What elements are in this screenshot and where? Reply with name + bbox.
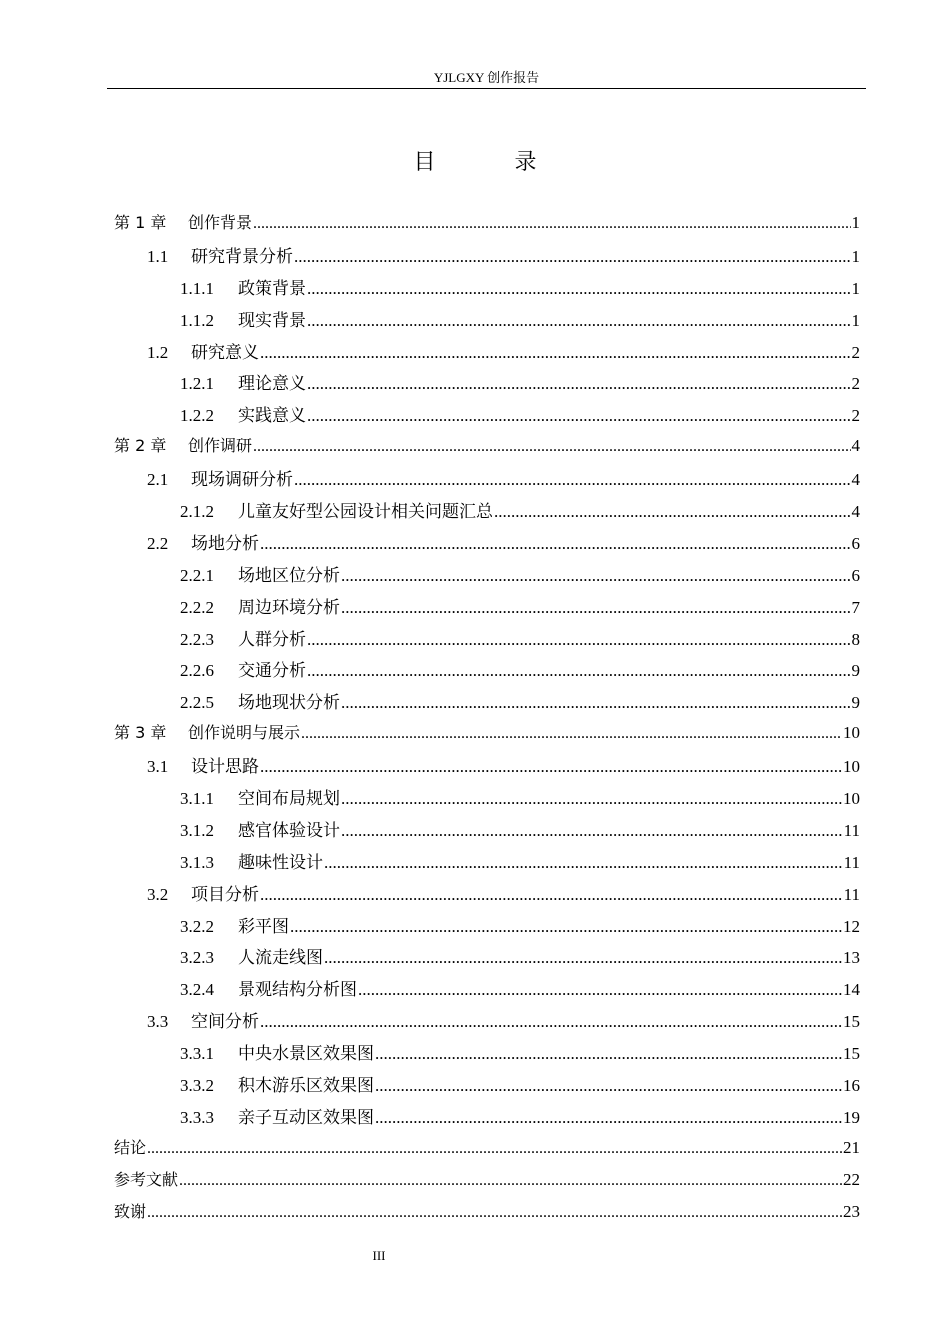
toc-entry-page-number: 11 bbox=[843, 820, 860, 840]
toc-entry-number: 2.1.2 bbox=[180, 502, 214, 522]
toc-title: 目 录 bbox=[413, 150, 573, 175]
toc-entry-label: 空间分析 bbox=[191, 1012, 259, 1032]
toc-dot-leader bbox=[307, 661, 851, 681]
toc-entry-page-number: 15 bbox=[843, 1044, 860, 1064]
toc-dot-leader bbox=[290, 917, 842, 937]
toc-dot-leader bbox=[253, 438, 850, 456]
toc-entry-label: 项目分析 bbox=[191, 884, 259, 904]
toc-entry-page-number: 21 bbox=[843, 1137, 860, 1157]
toc-entry-label: 亲子互动区效果图 bbox=[238, 1107, 374, 1127]
toc-entry-label: 场地区位分析 bbox=[238, 565, 340, 585]
toc-entry-page-number: 8 bbox=[851, 629, 860, 649]
toc-entry-page-number: 23 bbox=[843, 1201, 860, 1221]
toc-entry-label: 周边环境分析 bbox=[238, 597, 340, 617]
toc-entry[interactable] bbox=[114, 1167, 860, 1199]
toc-entry[interactable] bbox=[114, 561, 860, 593]
toc-entry-label: 交通分析 bbox=[238, 661, 306, 681]
toc-entry-page-number: 15 bbox=[843, 1012, 860, 1032]
toc-entry[interactable] bbox=[114, 1135, 860, 1167]
toc-dot-leader bbox=[307, 406, 851, 426]
toc-entry-number: 3.2.2 bbox=[180, 916, 214, 936]
toc-entry[interactable] bbox=[114, 306, 860, 338]
running-header bbox=[107, 70, 866, 89]
toc-dot-leader bbox=[260, 534, 851, 554]
toc-entry-page-number: 19 bbox=[843, 1107, 860, 1127]
toc-entry-number: 2.2.6 bbox=[180, 661, 214, 681]
toc-entry-page-number: 4 bbox=[851, 502, 860, 522]
toc-entry-number: 3.1 bbox=[147, 757, 169, 777]
toc-entry[interactable] bbox=[114, 1071, 860, 1103]
toc-dot-leader bbox=[260, 343, 851, 363]
toc-entry[interactable] bbox=[114, 338, 860, 370]
toc-dot-leader bbox=[307, 279, 851, 299]
toc-entry-number: 1.2.1 bbox=[180, 374, 214, 394]
toc-entry-page-number: 6 bbox=[851, 533, 860, 553]
toc-entry-page-number: 9 bbox=[851, 661, 860, 681]
toc-entry[interactable] bbox=[114, 593, 860, 625]
toc-entry[interactable] bbox=[114, 816, 860, 848]
toc-entry[interactable] bbox=[114, 752, 860, 784]
toc-entry-label: 空间布局规划 bbox=[238, 789, 340, 809]
toc-dot-leader bbox=[260, 1012, 842, 1032]
toc-entry-page-number: 13 bbox=[843, 948, 860, 968]
toc-dot-leader bbox=[260, 885, 843, 905]
toc-dot-leader bbox=[341, 566, 851, 586]
toc-entry-number: 3.3.2 bbox=[180, 1076, 214, 1096]
toc-entry[interactable] bbox=[114, 1039, 860, 1071]
toc-entry[interactable] bbox=[114, 274, 860, 306]
toc-entry-label: 现场调研分析 bbox=[191, 470, 293, 490]
toc-entry-label: 人群分析 bbox=[238, 629, 306, 649]
toc-entry-label: 感官体验设计 bbox=[238, 820, 340, 840]
toc-entry[interactable] bbox=[114, 688, 860, 720]
toc-entry-number: 3.2.4 bbox=[180, 980, 214, 1000]
toc-dot-leader bbox=[324, 948, 842, 968]
toc-entry-label: 人流走线图 bbox=[238, 948, 323, 968]
toc-entry[interactable] bbox=[114, 497, 860, 529]
toc-dot-leader bbox=[358, 980, 842, 1000]
toc-entry[interactable] bbox=[114, 975, 860, 1007]
toc-entry-label: 创作说明与展示 bbox=[188, 723, 301, 743]
toc-entry[interactable] bbox=[114, 656, 860, 688]
toc-entry[interactable] bbox=[114, 720, 860, 752]
toc-entry[interactable] bbox=[114, 433, 860, 465]
table-of-contents bbox=[114, 210, 860, 1231]
toc-entry-number: 3.3 bbox=[147, 1012, 169, 1032]
toc-entry-label: 创作调研 bbox=[188, 436, 253, 456]
toc-entry-page-number: 2 bbox=[851, 342, 860, 362]
toc-entry[interactable] bbox=[114, 1103, 860, 1135]
toc-entry-label: 儿童友好型公园设计相关问题汇总 bbox=[238, 502, 493, 522]
toc-entry-number: 第 1 章 bbox=[114, 213, 167, 232]
toc-entry-label: 结论 bbox=[114, 1137, 147, 1157]
toc-entry-number: 3.1.2 bbox=[180, 820, 214, 840]
toc-dot-leader bbox=[324, 853, 843, 873]
toc-entry-number: 2.1 bbox=[147, 470, 169, 490]
toc-entry[interactable] bbox=[114, 784, 860, 816]
toc-entry[interactable] bbox=[114, 369, 860, 401]
toc-entry-number: 2.2.3 bbox=[180, 629, 214, 649]
toc-dot-leader bbox=[494, 502, 851, 522]
toc-entry-page-number: 16 bbox=[843, 1076, 860, 1096]
toc-entry-number: 3.2 bbox=[147, 884, 169, 904]
toc-entry-label: 参考文献 bbox=[114, 1169, 179, 1189]
toc-entry-number: 1.1.2 bbox=[180, 310, 214, 330]
toc-entry-label: 设计思路 bbox=[191, 757, 259, 777]
toc-entry-page-number: 14 bbox=[843, 980, 860, 1000]
toc-entry-page-number: 9 bbox=[851, 693, 860, 713]
toc-entry-number: 第 3 章 bbox=[114, 723, 167, 743]
toc-entry-number: 2.2.2 bbox=[180, 597, 214, 617]
toc-dot-leader bbox=[179, 1172, 842, 1190]
toc-entry-label: 致谢 bbox=[114, 1201, 147, 1221]
toc-entry-page-number: 22 bbox=[843, 1169, 860, 1189]
toc-entry-number: 1.1 bbox=[147, 246, 169, 266]
toc-entry-page-number: 6 bbox=[851, 565, 860, 585]
toc-entry[interactable] bbox=[114, 465, 860, 497]
toc-dot-leader bbox=[375, 1108, 842, 1128]
page-footer bbox=[0, 1248, 758, 1264]
page-number: III bbox=[372, 1248, 386, 1263]
toc-dot-leader bbox=[375, 1076, 842, 1096]
toc-dot-leader bbox=[147, 1140, 842, 1158]
toc-entry-number: 2.2 bbox=[147, 533, 169, 553]
toc-entry-page-number: 1 bbox=[851, 278, 860, 298]
toc-entry-label: 中央水景区效果图 bbox=[238, 1044, 374, 1064]
toc-entry-number: 3.3.3 bbox=[180, 1107, 214, 1127]
toc-entry-number: 3.2.3 bbox=[180, 948, 214, 968]
toc-entry-label: 景观结构分析图 bbox=[238, 980, 357, 1000]
toc-entry[interactable] bbox=[114, 210, 860, 242]
toc-dot-leader bbox=[147, 1204, 842, 1222]
toc-entry-label: 创作背景 bbox=[188, 213, 253, 232]
toc-dot-leader bbox=[341, 821, 843, 841]
toc-entry-label: 彩平图 bbox=[238, 916, 289, 936]
toc-entry-number: 1.2 bbox=[147, 342, 169, 362]
toc-entry[interactable] bbox=[114, 401, 860, 433]
toc-dot-leader bbox=[301, 725, 842, 743]
toc-entry-label: 研究意义 bbox=[191, 342, 259, 362]
toc-entry-page-number: 1 bbox=[851, 310, 860, 330]
toc-dot-leader bbox=[341, 789, 842, 809]
toc-entry-label: 趣味性设计 bbox=[238, 852, 323, 872]
toc-dot-leader bbox=[307, 311, 851, 331]
toc-entry[interactable] bbox=[114, 529, 860, 561]
toc-entry-label: 场地现状分析 bbox=[238, 693, 340, 713]
toc-entry-number: 1.1.1 bbox=[180, 278, 214, 298]
toc-dot-leader bbox=[294, 470, 851, 490]
toc-entry-page-number: 11 bbox=[843, 852, 860, 872]
toc-entry-number: 3.1.1 bbox=[180, 789, 214, 809]
toc-entry[interactable] bbox=[114, 625, 860, 657]
toc-dot-leader bbox=[294, 247, 851, 267]
toc-entry[interactable] bbox=[114, 1199, 860, 1231]
toc-entry-page-number: 4 bbox=[851, 436, 860, 456]
toc-dot-leader bbox=[307, 374, 851, 394]
toc-entry-label: 政策背景 bbox=[238, 278, 306, 298]
toc-entry-page-number: 10 bbox=[843, 757, 860, 777]
toc-entry[interactable] bbox=[114, 1007, 860, 1039]
toc-entry-page-number: 2 bbox=[851, 406, 860, 426]
toc-entry-label: 理论意义 bbox=[238, 374, 306, 394]
toc-entry-number: 2.2.5 bbox=[180, 693, 214, 713]
toc-entry[interactable] bbox=[114, 880, 860, 912]
toc-entry-page-number: 10 bbox=[843, 789, 860, 809]
toc-entry-page-number: 1 bbox=[851, 213, 860, 232]
toc-dot-leader bbox=[260, 757, 842, 777]
toc-entry-label: 研究背景分析 bbox=[191, 246, 293, 266]
toc-entry-number: 3.3.1 bbox=[180, 1044, 214, 1064]
toc-dot-leader bbox=[253, 215, 850, 233]
toc-entry-label: 实践意义 bbox=[238, 406, 306, 426]
toc-entry-page-number: 7 bbox=[851, 597, 860, 617]
toc-dot-leader bbox=[375, 1044, 842, 1064]
toc-entry[interactable] bbox=[114, 242, 860, 274]
toc-entry-page-number: 11 bbox=[843, 884, 860, 904]
toc-dot-leader bbox=[341, 693, 851, 713]
toc-entry-label: 积木游乐区效果图 bbox=[238, 1076, 374, 1096]
toc-entry-number: 3.1.3 bbox=[180, 852, 214, 872]
toc-entry-number: 第 2 章 bbox=[114, 436, 167, 456]
toc-entry-page-number: 10 bbox=[843, 723, 860, 743]
toc-entry-label: 场地分析 bbox=[191, 533, 259, 553]
toc-entry-number: 1.2.2 bbox=[180, 406, 214, 426]
toc-entry-page-number: 2 bbox=[851, 374, 860, 394]
toc-entry-page-number: 4 bbox=[851, 470, 860, 490]
running-header-text: YJLGXY 创作报告 bbox=[433, 70, 540, 85]
toc-entry[interactable] bbox=[114, 912, 860, 944]
toc-entry-page-number: 1 bbox=[851, 246, 860, 266]
toc-entry[interactable] bbox=[114, 943, 860, 975]
toc-entry-label: 现实背景 bbox=[238, 310, 306, 330]
toc-dot-leader bbox=[307, 630, 851, 650]
toc-dot-leader bbox=[341, 598, 851, 618]
toc-entry-number: 2.2.1 bbox=[180, 565, 214, 585]
toc-entry-page-number: 12 bbox=[843, 916, 860, 936]
toc-entry[interactable] bbox=[114, 848, 860, 880]
